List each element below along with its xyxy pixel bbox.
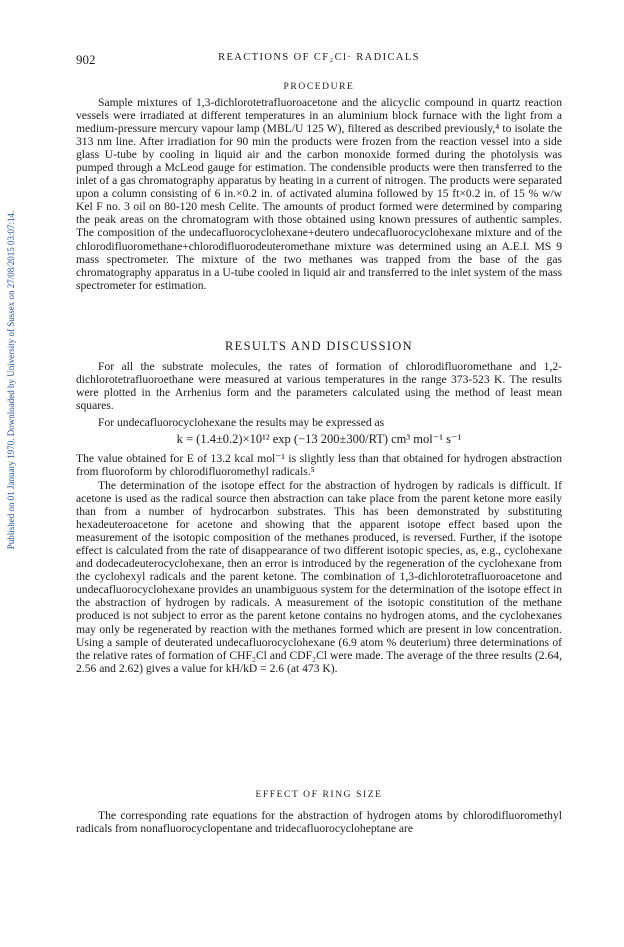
download-notice <box>4 180 18 580</box>
procedure-paragraph: Sample mixtures of 1,3-dichlorotetrafluoroacetone and the alicyclic compound in quartz reaction vessels were irradiated at different temperatures in an aluminium block furnace with the light from a medium-pressure mercury vapour lamp (MBL/U 125 W), filtered as described previously,⁴ to isolate the 313 nm line. After irradiation for 90 min the products were frozen from the reaction vessel into a side glass U-tube by cooling in liquid air and the carbon monoxide formed during the photolysis was pumped through a McLeod gauge for estimation. The condensible products were then transferred to the inlet of a gas chromatography apparatus by heating in a current of nitrogen. The products were separated upon a column consisting of 6 in.×0.2 in. of activated alumina followed by 15 ft×0.2 in. of 15 % w/w Kel F no. 3 oil on 80-120 mesh Celite. The amounts of product formed were determined by comparing the peak areas on the chromatogram with those obtained using known pressures of authentic samples. The composition of the undecafluorocyclohexane+deutero undecafluorocyclohexane mixture and of the chlorodifluoromethane+chlorodifluorodeuteromethane mixture was determined using an A.E.I. MS 9 mass spectrometer. The mixture of the two methanes was trapped from the base of the gas chromatography apparatus in a U-tube cooled in liquid air and transferred to the inlet system of the mass spectrometer for estimation. <box>76 96 562 292</box>
results-paragraph-3: The value obtained for E of 13.2 kcal mol⁻¹ is slightly less than that obtained for hydrogen abstraction from fluoroform by chlorodifluoromethyl radicals.⁵ <box>76 452 562 479</box>
procedure-heading: PROCEDURE <box>283 82 355 92</box>
results-paragraph-1: For all the substrate molecules, the rates of formation of chlorodifluoromethane and 1,2-dichlorotetrafluoroethane were measured at various temperatures in the range 373-523 K. The results were plotted in the Arrhenius form and the parameters calculated using the method of least mean squares. <box>76 360 562 413</box>
download-notice-text: Published on 01 January 1970. Downloaded by University of Sussex on 27/08/2015 03:07:14. <box>6 210 16 550</box>
rate-equation: k = (1.4±0.2)×10¹² exp (−13 200±300/RT) cm³ mol⁻¹ s⁻¹ <box>176 432 462 446</box>
running-title: REACTIONS OF CF₂Cl· RADICALS <box>218 52 420 63</box>
page-header <box>76 52 562 68</box>
page-number: 902 <box>76 52 96 67</box>
ring-size-heading: EFFECT OF RING SIZE <box>255 790 383 800</box>
results-heading: RESULTS AND DISCUSSION <box>225 339 413 353</box>
ring-size-paragraph: The corresponding rate equations for the abstraction of hydrogen atoms by chlorodifluoromethyl radicals from nonafluorocyclopentane and tridecafluorocycloheptane are <box>76 809 562 836</box>
results-paragraph-2: For undecafluorocyclohexane the results may be expressed as <box>98 416 385 429</box>
results-paragraph-4: The determination of the isotope effect for the abstraction of hydrogen by radicals is difficult. If acetone is used as the radical source then abstraction can take place from the parent ketone more easily than from a number of hydrocarbon substrates. This has been demonstrated by substituting hexadeuteroacetone for acetone and showing that the apparent isotope effect based upon the measurement of the isotopic composition of the methanes produced, is reversed. Further, if the isotope effect is calculated from the rate of disappearance of two different isotopic species, as, e.g., cyclohexane and dodecadeuterocyclohexane, then an error is introduced by the regeneration of the cyclohexane from the cyclohexyl radicals and the parent ketone. The combination of 1,3-dichlorotetrafluoroacetone and undecafluorocyclohexane provides an unambiguous system for the determination of the isotope effect in the abstraction of hydrogen by radicals. A measurement of the isotopic constitution of the methane produced is not subject to error as the parent ketone contains no hydrogen atoms, and the cyclohexanes may only be regenerated by reaction with the methanes formed which are present in low concentration. Using a sample of deuterated undecafluorocyclohexane (6.9 atom % deuterium) three determinations of the relative rates of formation of CHF₂Cl and CDF₂Cl were made. The average of the three results (2.64, 2.56 and 2.62) gives a value for kH/kD = 2.6 (at 473 K). <box>76 479 562 675</box>
